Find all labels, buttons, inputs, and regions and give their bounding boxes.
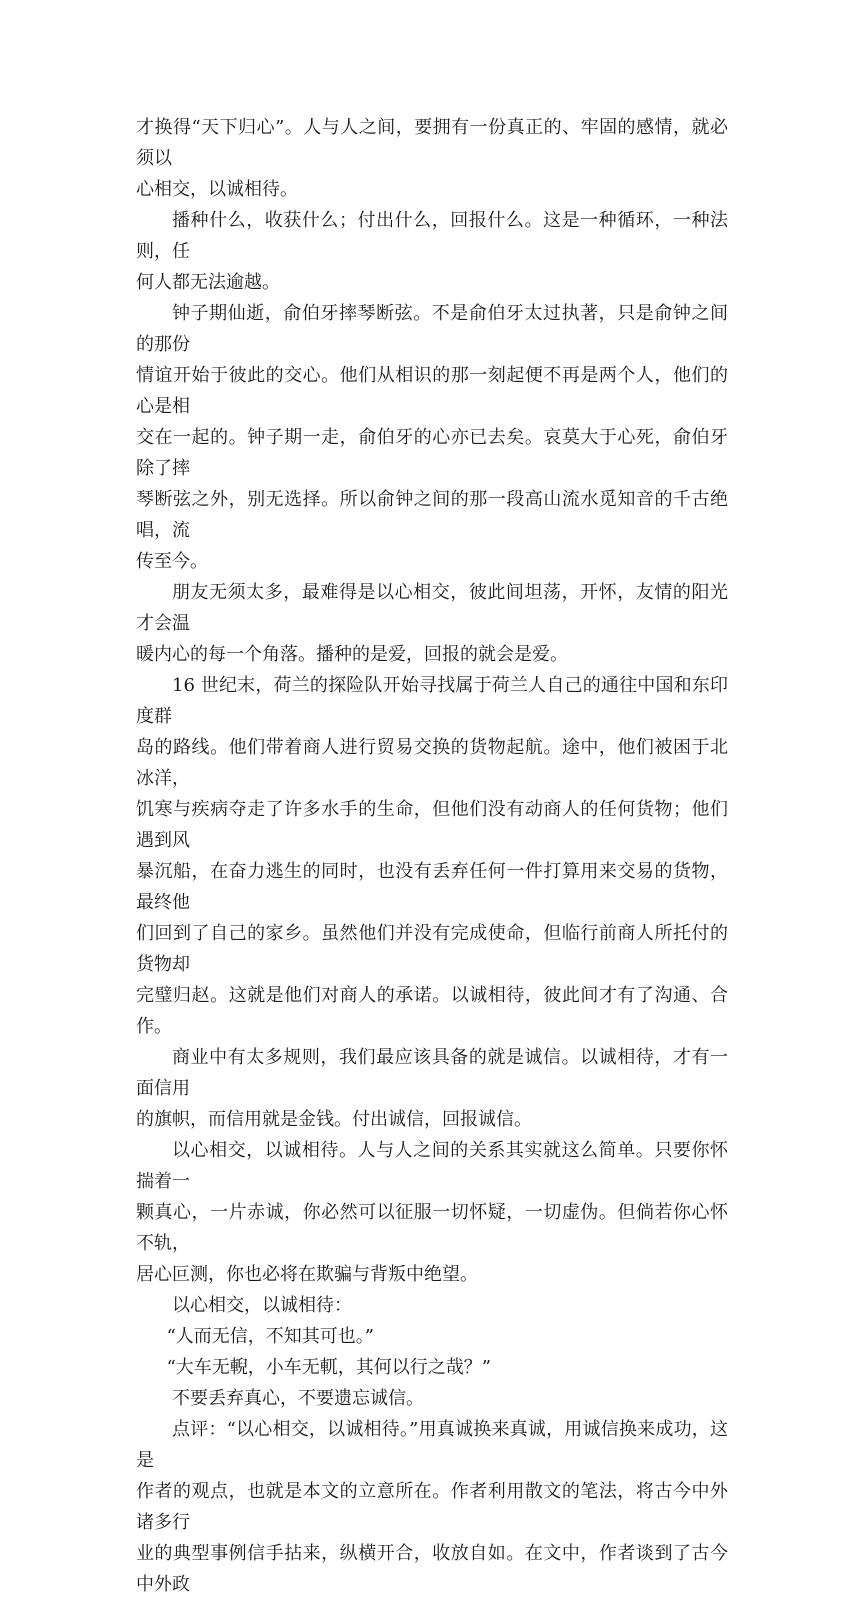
paragraph-motto: 以心相交，以诚相待： [172,1295,352,1316]
document-body [136,112,728,1600]
paragraph-zhong-ziqi: 钟子期仙逝，俞伯牙摔琴断弦。不是俞伯牙太过执著，只是俞钟之间的那份 情谊开始于彼此的交心。他们从相识的那一刻起便不再是两个人，他们的心是相 交在一起的。钟子期一走，俞伯牙的心亦已去矣。哀莫大于心死，俞伯牙除了摔 琴断弦之外，别无选择。所以俞钟之间的那一段高山流水觅知音的千古绝唱，流 传至今。 [136,303,728,572]
paragraph-friends: 朋友无须太多，最难得是以心相交，彼此间坦荡，开怀，友情的阳光才会温 暖内心的每一个角落。播种的是爱，回报的就会是爱。 [136,582,728,665]
paragraph-continuation: 才换得“天下归心”。人与人之间，要拥有一份真正的、牢固的感情，就必须以 心相交，以诚相待。 [136,117,728,200]
quote-confucius-2: “大车无輗，小车无軏，其何以行之哉？” [166,1357,491,1378]
paragraph-business-integrity: 商业中有太多规则，我们最应该具备的就是诚信。以诚相待，才有一面信用 的旗帜，而信用就是金钱。付出诚信，回报诚信。 [136,1047,728,1130]
paragraph-sowing: 播种什么，收获什么；付出什么，回报什么。这是一种循环，一种法则，任 何人都无法逾越。 [136,210,728,293]
paragraph-heart-sincerity: 以心相交，以诚相待。人与人之间的关系其实就这么简单。只要你怀揣着一 颗真心，一片赤诚，你必然可以征服一切怀疑，一切虚伪。但倘若你心怀不轨， 居心叵测，你也必将在欺骗与背叛中绝望。 [136,1140,728,1285]
paragraph-commentary: 点评：“以心相交，以诚相待。”用真诚换来真诚，用诚信换来成功，这是 作者的观点，也就是本文的立意所在。作者利用散文的笔法，将古今中外诸多行 业的典型事例信手拈来，纵横开合，收放自如。在文中，作者谈到了古今中外政 [136,1419,728,1595]
paragraph-dutch-expedition: 16 世纪末，荷兰的探险队开始寻找属于荷兰人自己的通往中国和东印度群 岛的路线。他们带着商人进行贸易交换的货物起航。途中，他们被困于北冰洋， 饥寒与疾病夺走了许多水手的生命，但他们没有动商人的任何货物；他们遇到风 暴沉船，在奋力逃生的同时，也没有丢弃任何一件打算用来交易的货物，最终他 们回到了自己的家乡。虽然他们并没有完成使命，但临行前商人所托付的货物却 完璧归赵。这就是他们对商人的承诺。以诚相待，彼此间才有了沟通、合作。 [136,675,728,1037]
paragraph-closing: 不要丢弃真心，不要遗忘诚信。 [172,1388,424,1409]
quote-confucius-1: “人而无信，不知其可也。” [166,1326,374,1347]
